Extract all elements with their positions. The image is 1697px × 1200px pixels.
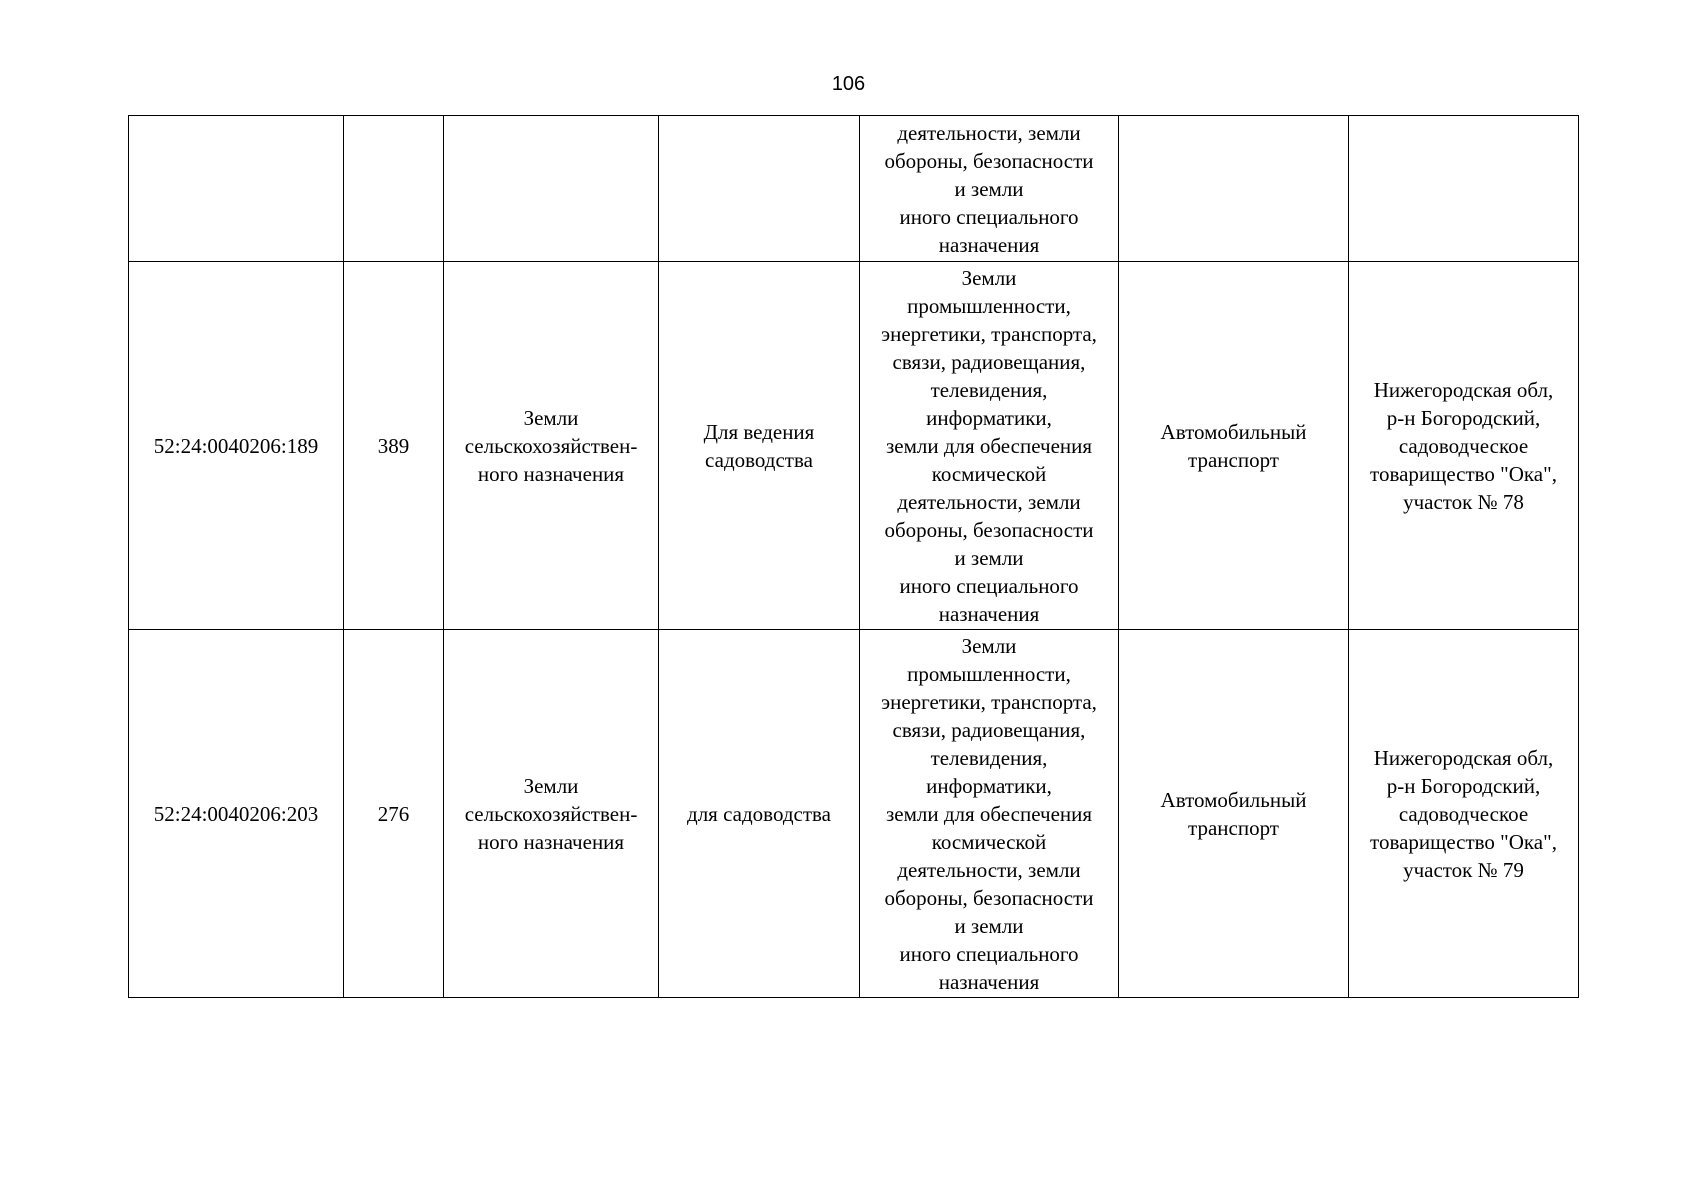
page-number: 106	[831, 73, 866, 95]
cell-permitted-use: для садоводства	[659, 630, 860, 998]
cell-address	[1349, 116, 1579, 262]
table-row-continued	[129, 116, 1579, 262]
land-plots-table	[128, 115, 1579, 998]
cell-area: 276	[344, 630, 444, 998]
table-row	[129, 262, 1579, 630]
cell-object-type: Автомобильный транспорт	[1119, 262, 1349, 630]
cell-cadastral-number: 52:24:0040206:189	[129, 262, 344, 630]
cell-cadastral-number	[129, 116, 344, 262]
cell-permitted-use: Для ведения садоводства	[659, 262, 860, 630]
cell-land-category: Земли сельскохозяйствен- ного назначения	[444, 262, 659, 630]
cell-area: 389	[344, 262, 444, 630]
cell-permitted-use	[659, 116, 860, 262]
cell-object-type: Автомобильный транспорт	[1119, 630, 1349, 998]
cell-zone-category: Земли промышленности, энергетики, транспорта, связи, радиовещания, телевидения, информатики, земли для обеспечения космической деятельности, земли обороны, безопасности и земли иного специального назначения	[860, 630, 1119, 998]
cell-cadastral-number: 52:24:0040206:203	[129, 630, 344, 998]
table-row	[129, 630, 1579, 998]
cell-object-type	[1119, 116, 1349, 262]
cell-address: Нижегородская обл, р-н Богородский, садоводческое товарищество "Ока", участок № 79	[1349, 630, 1579, 998]
cell-address: Нижегородская обл, р-н Богородский, садоводческое товарищество "Ока", участок № 78	[1349, 262, 1579, 630]
cell-zone-category: Земли промышленности, энергетики, транспорта, связи, радиовещания, телевидения, информатики, земли для обеспечения космической деятельности, земли обороны, безопасности и земли иного специального назначения	[860, 262, 1119, 630]
cell-land-category	[444, 116, 659, 262]
cell-land-category: Земли сельскохозяйствен- ного назначения	[444, 630, 659, 998]
cell-area	[344, 116, 444, 262]
cell-zone-category: деятельности, земли обороны, безопасности и земли иного специального назначения	[860, 116, 1119, 262]
